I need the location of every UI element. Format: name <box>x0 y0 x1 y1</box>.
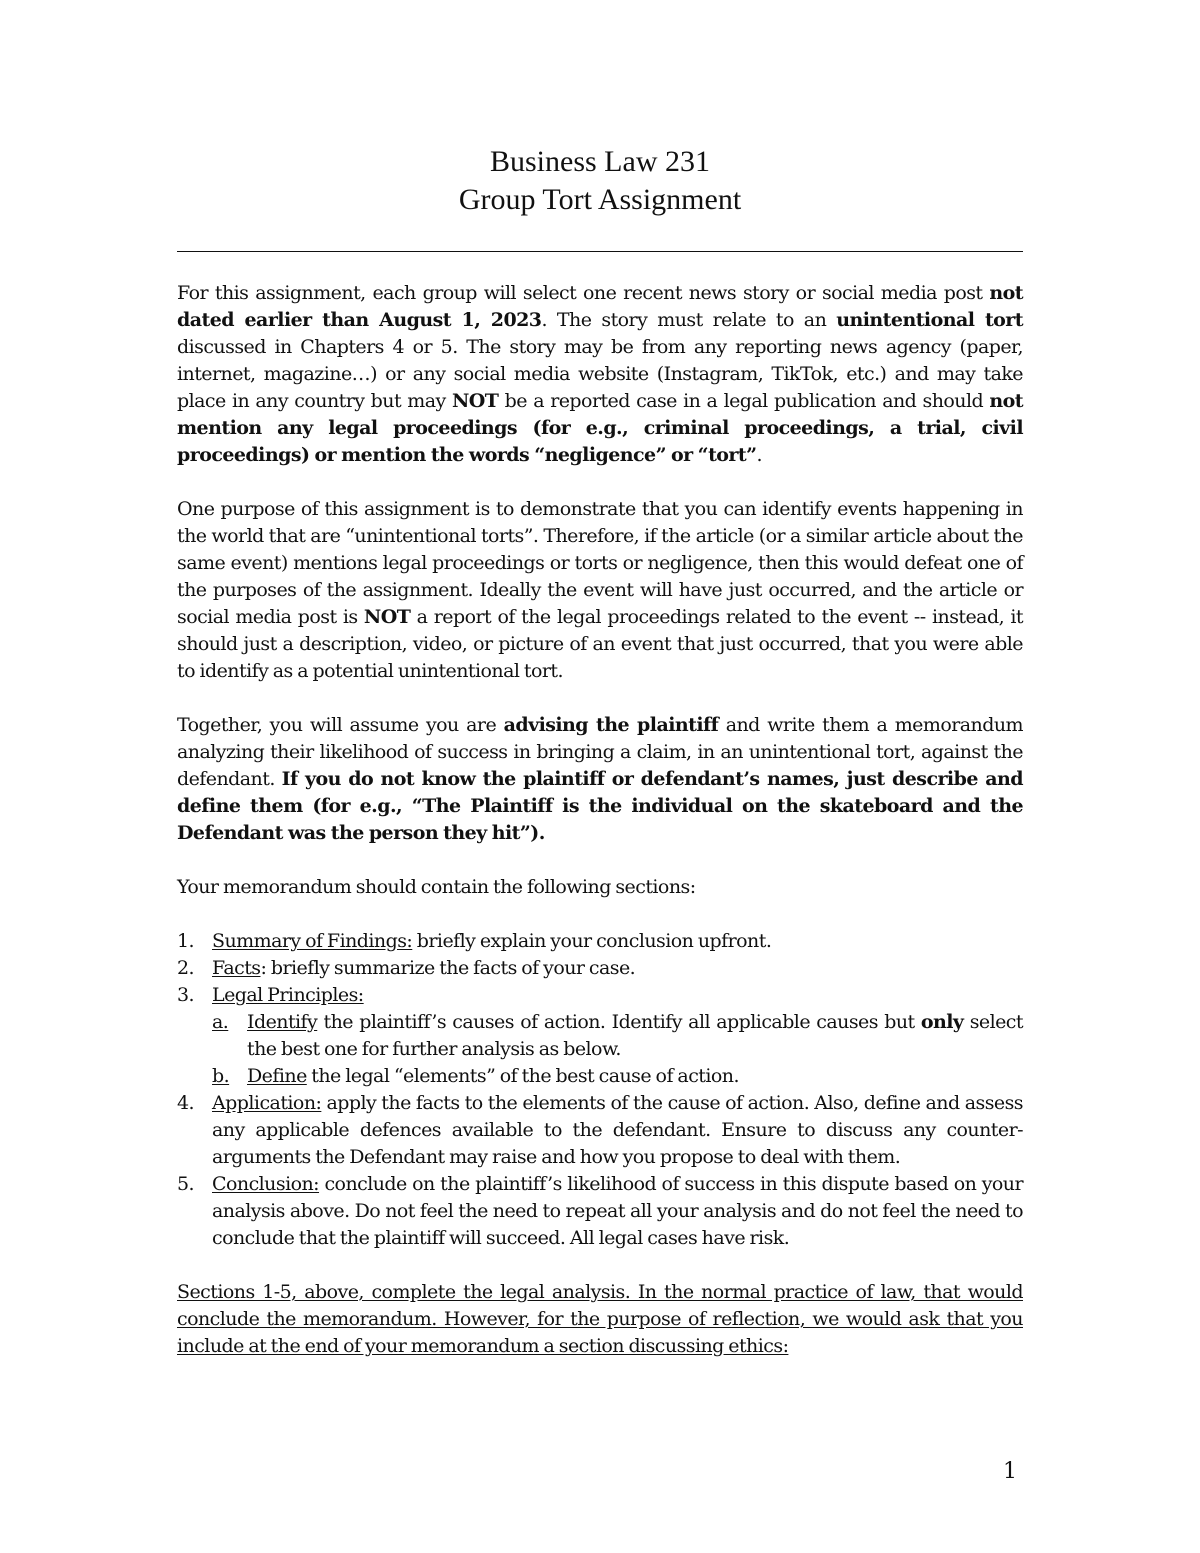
document-body <box>177 280 1023 1387</box>
sub-list-item <box>212 1063 1023 1090</box>
text-run: . <box>756 444 762 466</box>
sections-list <box>177 928 1023 1252</box>
paragraph-ethics-note <box>177 1279 1023 1360</box>
list-number: 5. <box>177 1173 195 1195</box>
text-run: Together, you will assume you are <box>177 714 504 736</box>
section-heading: Application: <box>212 1092 322 1114</box>
section-heading: Legal Principles: <box>212 984 364 1006</box>
list-number: 3. <box>177 984 195 1006</box>
section-text: briefly explain your conclusion upfront. <box>412 930 772 952</box>
text-run: discussed in Chapters 4 or 5. The story may be from any reporting news agency (paper, internet, magazine…) or any social media website (Instagram, TikTok, etc.) and may take place in any country but may <box>177 336 1023 412</box>
bold-run: unintentional tort <box>836 309 1023 331</box>
sub-heading: Identify <box>247 1011 318 1033</box>
bold-run: advising the plaintiff <box>503 714 719 736</box>
bold-run: only <box>920 1011 964 1033</box>
text-run: the plaintiff’s causes of action. Identify all applicable causes but <box>317 1011 921 1033</box>
text-run: For this assignment, each group will select one recent news story or social media post <box>177 282 990 304</box>
section-text: : briefly summarize the facts of your case. <box>260 957 636 979</box>
section-heading: Conclusion: <box>212 1173 320 1195</box>
bold-run: not dated earlier than August 1, 2023 <box>177 282 1023 331</box>
course-title: Business Law 231 <box>490 145 710 178</box>
list-number: 2. <box>177 957 195 979</box>
bold-run: not mention any legal proceedings (for e.g., criminal proceedings, a trial, civil proceedings) or mention the words “negligence” or “tort” <box>177 390 1023 466</box>
underlined-text: Sections 1-5, above, complete the legal analysis. In the normal practice of law, that would conclude the memorandum. However, for the purpose of reflection, we would ask that you include at the end of your memorandum a section discussing ethics: <box>177 1281 1023 1357</box>
assignment-title: Group Tort Assignment <box>458 183 742 216</box>
bold-run: NOT <box>451 390 499 412</box>
paragraph-memorandum <box>177 712 1023 847</box>
list-item <box>177 928 1023 955</box>
text-run: and write them a memorandum analyzing their likelihood of success in bringing a claim, in an unintentional tort, against the defendant. <box>177 714 1023 790</box>
list-item <box>177 1171 1023 1252</box>
text-run: be a reported case in a legal publication and should <box>498 390 990 412</box>
paragraph-purpose <box>177 496 1023 685</box>
section-heading: Facts <box>212 957 261 979</box>
list-number: 1. <box>177 930 195 952</box>
text-run: the legal “elements” of the best cause of action. <box>306 1065 739 1087</box>
bold-run: If you do not know the plaintiff or defendant’s names, just describe and define them (for e.g., “The Plaintiff is the individual on the skateboard and the Defendant was the person they hit”). <box>177 768 1024 844</box>
text-run: a report of the legal proceedings related to the event -- instead, it should just a description, video, or picture of an event that just occurred, that you were able to identify as a potential unintentional tort. <box>177 606 1024 682</box>
page-number: 1 <box>1003 1459 1017 1484</box>
list-item <box>177 982 1023 1090</box>
section-heading: Summary of Findings: <box>212 930 413 952</box>
list-number: 4. <box>177 1092 195 1114</box>
sub-heading: Define <box>247 1065 307 1087</box>
sub-letter: a. <box>212 1011 229 1033</box>
sub-list-item <box>212 1009 1023 1063</box>
sub-list <box>212 1009 1023 1090</box>
list-item <box>177 955 1023 982</box>
text-run: select the best one for further analysis as below. <box>247 1011 1023 1060</box>
section-text: conclude on the plaintiff’s likelihood of success in this dispute based on your analysis above. Do not feel the need to repeat all your analysis and do not feel the need to conclude that the plaintiff will succeed. All legal cases have risk. <box>212 1173 1023 1249</box>
paragraph-sections-intro: Your memorandum should contain the following sections: <box>177 876 696 898</box>
section-text: apply the facts to the elements of the cause of action. Also, define and assess any applicable defences available to the defendant. Ensure to discuss any counter-arguments the Defendant may raise and how you propose to deal with them. <box>212 1092 1023 1168</box>
bold-run: NOT <box>363 606 411 628</box>
paragraph-selection-rules <box>177 280 1023 469</box>
title-divider <box>177 251 1023 252</box>
list-item <box>177 1090 1023 1171</box>
text-run: One purpose of this assignment is to demonstrate that you can identify events happening in the world that are “unintentional torts”. Therefore, if the article (or a similar article about the same event) mentions legal proceedings or torts or negligence, then this would defeat one of the purposes of the assignment. Ideally the event will have just occurred, and the article or social media post is <box>177 498 1023 628</box>
document-title <box>0 143 1200 219</box>
text-run: . The story must relate to an <box>541 309 837 331</box>
sub-letter: b. <box>212 1065 230 1087</box>
